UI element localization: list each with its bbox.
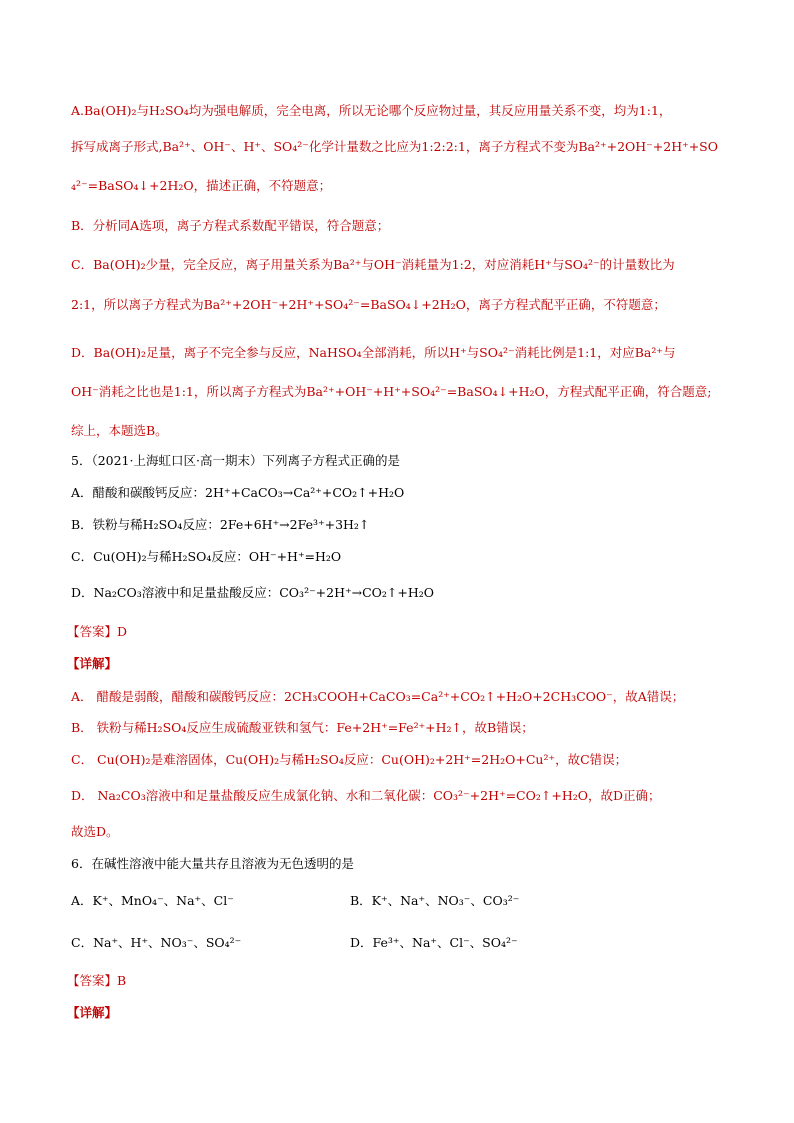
analysis-line-1: A.Ba(OH)₂与H₂SO₄均为强电解质，完全电离，所以无论哪个反应物过量，其反应用量关系不变，均为1:1， <box>71 103 672 118</box>
q5-detail-c: C． Cu(OH)₂是难溶固体，Cu(OH)₂与稀H₂SO₄反应：Cu(OH)₂+2H⁺=2H₂O+Cu²⁺，故C错误； <box>71 752 628 767</box>
q5-detail-b: B． 铁粉与稀H₂SO₄反应生成硫酸亚铁和氢气：Fe+2H⁺=Fe²⁺+H₂↑，故B错误； <box>71 720 534 735</box>
q5-stem: 5．（2021·上海虹口区·高一期末）下列离子方程式正确的是 <box>71 453 400 468</box>
q6-option-d: D．Fe³⁺、Na⁺、Cl⁻、SO₄²⁻ <box>350 935 518 950</box>
q6-option-b: B．K⁺、Na⁺、NO₃⁻、CO₃²⁻ <box>350 893 520 908</box>
q5-detail-label: 【详解】 <box>67 656 118 671</box>
analysis-line-2: 拆写成离子形式,Ba²⁺、OH⁻、H⁺、SO₄²⁻化学计量数之比应为1:2:2:1，离子方程式不变为Ba²⁺+2OH⁻+2H⁺+SO <box>71 139 718 154</box>
analysis-line-8: OH⁻消耗之比也是1:1，所以离子方程式为Ba²⁺+OH⁻+H⁺+SO₄²⁻=BaSO₄↓+H₂O，方程式配平正确，符合题意; <box>71 384 712 399</box>
q5-detail-a: A． 醋酸是弱酸，醋酸和碳酸钙反应：2CH₃COOH+CaCO₃=Ca²⁺+CO₂↑+H₂O+2CH₃COO⁻，故A错误； <box>71 689 685 704</box>
analysis-line-9: 综上，本题选B。 <box>71 423 168 438</box>
q5-option-c: C．Cu(OH)₂与稀H₂SO₄反应：OH⁻+H⁺=H₂O <box>71 549 342 564</box>
q6-stem: 6．在碱性溶液中能大量共存且溶液为无色透明的是 <box>71 856 354 871</box>
q5-option-d: D．Na₂CO₃溶液中和足量盐酸反应：CO₃²⁻+2H⁺→CO₂↑+H₂O <box>71 585 435 600</box>
q5-option-a: A．醋酸和碳酸钙反应：2H⁺+CaCO₃→Ca²⁺+CO₂↑+H₂O <box>71 485 405 500</box>
q6-answer: 【答案】B <box>67 973 127 988</box>
analysis-line-6: 2:1，所以离子方程式为Ba²⁺+2OH⁻+2H⁺+SO₄²⁻=BaSO₄↓+2H₂O，离子方程式配平正确，不符题意； <box>71 297 666 312</box>
analysis-line-7: D．Ba(OH)₂足量，离子不完全参与反应，NaHSO₄全部消耗，所以H⁺与SO₄²⁻消耗比例是1:1，对应Ba²⁺与 <box>71 345 676 360</box>
analysis-line-5: C．Ba(OH)₂少量，完全反应，离子用量关系为Ba²⁺与OH⁻消耗量为1:2，对应消耗H⁺与SO₄²⁻的计量数比为 <box>71 257 675 272</box>
q6-option-c: C．Na⁺、H⁺、NO₃⁻、SO₄²⁻ <box>71 935 242 950</box>
analysis-line-4: B．分析同A选项，离子方程式系数配平错误，符合题意； <box>71 218 390 233</box>
q6-option-a: A．K⁺、MnO₄⁻、Na⁺、Cl⁻ <box>71 893 234 908</box>
q5-detail-d: D． Na₂CO₃溶液中和足量盐酸反应生成氯化钠、水和二氧化碳：CO₃²⁻+2H⁺=CO₂↑+H₂O，故D正确； <box>71 788 661 803</box>
q5-conclusion: 故选D。 <box>71 824 119 839</box>
q5-option-b: B．铁粉与稀H₂SO₄反应：2Fe+6H⁺→2Fe³⁺+3H₂↑ <box>71 517 370 532</box>
q5-answer: 【答案】D <box>67 624 128 639</box>
analysis-line-3: ₄²⁻=BaSO₄↓+2H₂O，描述正确，不符题意； <box>71 178 332 193</box>
q6-detail-label: 【详解】 <box>67 1005 118 1020</box>
